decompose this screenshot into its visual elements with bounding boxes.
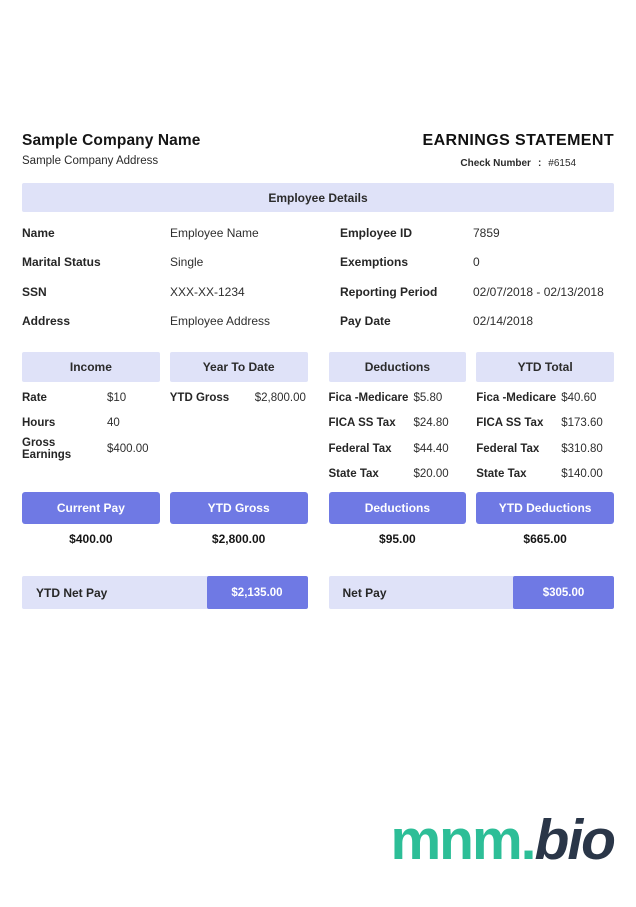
- ytd-net-pay-amount: $2,135.00: [207, 576, 308, 609]
- net-pay-amount: $305.00: [513, 576, 614, 609]
- logo-text-mnm: mnm.: [390, 808, 535, 872]
- deductions-column-header: Deductions: [329, 352, 467, 382]
- summary-amounts-right: [329, 532, 615, 546]
- summary-buttons-left: [22, 492, 308, 524]
- row-label-federal-tax: Federal Tax: [328, 442, 392, 455]
- detail-value-address: Employee Address: [170, 314, 271, 329]
- ytd-total-rows: [476, 385, 614, 487]
- ytd-net-pay-bar: [22, 576, 308, 609]
- row-label-ytd-fica-ss-tax: FICA SS Tax: [476, 417, 544, 430]
- deductions-column: [329, 352, 467, 487]
- detail-label-address: Address: [22, 314, 71, 329]
- row-value-ytd-fica-ss-tax: $173.60: [561, 417, 603, 430]
- detail-label-reporting-period: Reporting Period: [340, 284, 438, 299]
- detail-label-employee-id: Employee ID: [340, 225, 413, 240]
- net-pay-bar: [329, 576, 615, 609]
- employee-details-header: Employee Details: [22, 183, 614, 212]
- row-label-state-tax: State Tax: [328, 468, 379, 481]
- table-row: [22, 411, 160, 437]
- detail-value-name: Employee Name: [170, 225, 259, 240]
- pay-columns-left: [22, 352, 308, 487]
- row-value-ytd-federal-tax: $310.80: [561, 442, 603, 455]
- row-label-rate: Rate: [22, 391, 47, 404]
- row-value-fica-ss-tax: $24.80: [413, 417, 449, 430]
- row-value-ytd-state-tax: $140.00: [561, 468, 603, 481]
- summary-buttons-row: [22, 492, 614, 524]
- table-row: [476, 462, 614, 488]
- row-label-hours: Hours: [22, 417, 56, 430]
- income-column-header: Income: [22, 352, 160, 382]
- row-label-gross-earnings: Gross Earnings: [22, 436, 72, 461]
- row-value-gross-earnings: $400.00: [107, 442, 149, 455]
- row-label-ytd-fica-medicare: Fica -Medicare: [476, 391, 557, 404]
- row-label-fica-ss-tax: FICA SS Tax: [328, 417, 396, 430]
- row-label-ytd-federal-tax: Federal Tax: [476, 442, 540, 455]
- detail-value-ssn: XXX-XX-1234: [170, 284, 245, 299]
- company-address: Sample Company Address: [22, 155, 159, 167]
- row-value-fica-medicare: $5.80: [413, 391, 443, 404]
- table-row: [170, 385, 308, 411]
- year-to-date-column: [170, 352, 308, 487]
- detail-value-marital-status: Single: [170, 255, 204, 270]
- detail-label-exemptions: Exemptions: [340, 255, 409, 270]
- pay-columns-right: [329, 352, 615, 487]
- row-value-rate: $10: [107, 391, 127, 404]
- summary-amounts-row: [22, 532, 614, 546]
- row-value-state-tax: $20.00: [413, 468, 449, 481]
- row-value-federal-tax: $44.40: [413, 442, 449, 455]
- row-label-ytd-gross: YTD Gross: [169, 391, 230, 404]
- deductions-button: Deductions: [329, 492, 467, 524]
- detail-label-pay-date: Pay Date: [340, 314, 391, 329]
- company-name: Sample Company Name: [22, 132, 201, 149]
- summary-amounts-left: [22, 532, 308, 546]
- employee-details-grid: [22, 218, 614, 336]
- check-number: [423, 158, 615, 169]
- table-row: [476, 385, 614, 411]
- ytd-net-pay-label: YTD Net Pay: [36, 585, 108, 600]
- ytd-gross-amount: $2,800.00: [211, 532, 266, 546]
- table-row: [329, 411, 467, 437]
- company-block: [22, 132, 201, 167]
- logo-text-bio: bio: [534, 808, 614, 872]
- footer-logo: [390, 808, 614, 872]
- row-label-ytd-state-tax: State Tax: [476, 468, 527, 481]
- detail-value-employee-id: 7859: [473, 225, 500, 240]
- net-pay-row: [22, 576, 614, 609]
- ytd-total-column-header: YTD Total: [476, 352, 614, 382]
- check-number-separator: :: [537, 158, 542, 169]
- row-value-ytd-fica-medicare: $40.60: [561, 391, 597, 404]
- statement-header: [22, 0, 614, 169]
- ytd-deductions-amount: $665.00: [523, 532, 567, 546]
- table-row: [22, 385, 160, 411]
- row-value-ytd-gross: $2,800.00: [254, 391, 306, 404]
- year-to-date-rows: [170, 385, 308, 411]
- check-number-label: Check Number: [460, 158, 531, 169]
- current-pay-button: Current Pay: [22, 492, 160, 524]
- year-to-date-column-header: Year To Date: [170, 352, 308, 382]
- net-pay-label: Net Pay: [342, 585, 387, 600]
- current-pay-amount: $400.00: [69, 532, 113, 546]
- pay-columns: [22, 352, 614, 487]
- table-row: [329, 385, 467, 411]
- ytd-deductions-button: YTD Deductions: [476, 492, 614, 524]
- statement-title-block: [423, 132, 615, 169]
- statement-title: EARNINGS STATEMENT: [422, 132, 614, 149]
- detail-label-marital-status: Marital Status: [22, 255, 101, 270]
- table-row: [476, 411, 614, 437]
- deductions-amount: $95.00: [379, 532, 416, 546]
- table-row: [476, 436, 614, 462]
- row-value-hours: 40: [107, 417, 120, 430]
- ytd-gross-button: YTD Gross: [170, 492, 308, 524]
- summary-buttons-right: [329, 492, 615, 524]
- check-number-value: #6154: [548, 158, 577, 169]
- table-row: [329, 462, 467, 488]
- detail-label-ssn: SSN: [22, 284, 47, 299]
- row-label-fica-medicare: Fica -Medicare: [328, 391, 409, 404]
- table-row: [22, 436, 160, 462]
- deductions-rows: [329, 385, 467, 487]
- detail-label-name: Name: [22, 225, 55, 240]
- income-column: [22, 352, 160, 487]
- income-rows: [22, 385, 160, 462]
- table-row: [329, 436, 467, 462]
- detail-value-reporting-period: 02/07/2018 - 02/13/2018: [473, 284, 604, 299]
- detail-value-exemptions: 0: [473, 255, 480, 270]
- ytd-total-column: [476, 352, 614, 487]
- detail-value-pay-date: 02/14/2018: [473, 314, 534, 329]
